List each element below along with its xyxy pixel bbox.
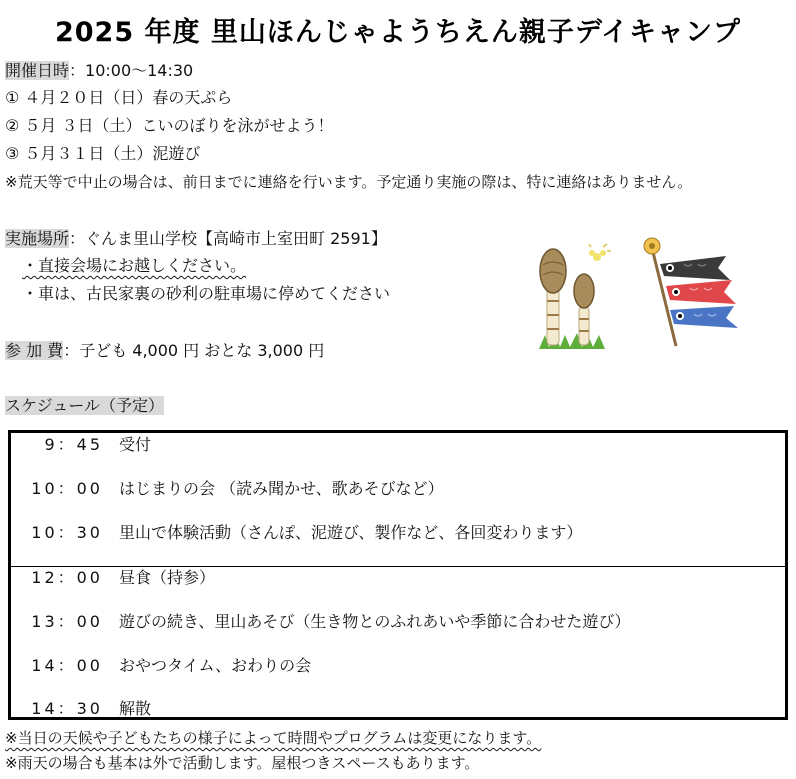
schedule-desc: 受付 (119, 435, 152, 454)
dates-value: ：10:00～14:30 (69, 61, 194, 80)
venue-bullet-parking: ・車は、古民家裏の砂利の駐車場に停めてください (22, 284, 391, 303)
schedule-heading-text: スケジュール（予定） (5, 396, 165, 415)
venue-bullet-direct (22, 255, 246, 277)
change-note-text: ※当日の天候や子どもたちの様子によって時間やプログラムは変更になります。 (5, 729, 542, 747)
schedule-time: 13：00 (31, 612, 103, 631)
schedule-desc: 遊びの続き、里山あそび（生き物とのふれあいや季節に合わせた遊び） (119, 612, 631, 631)
schedule-time: 14：00 (31, 656, 103, 675)
schedule-table (8, 430, 788, 720)
schedule-time: 14：30 (31, 699, 103, 718)
schedule-time: 9：45 (44, 435, 103, 454)
schedule-time: 10：00 (31, 479, 103, 498)
page-title: 2025 年度 里山ほんじゃようちえん親子デイキャンプ (54, 17, 742, 48)
dates-label: 開催日時 (5, 61, 70, 80)
schedule-time: 10：30 (31, 523, 103, 542)
fee-value: ：子ども 4,000 円 おとな 3,000 円 (63, 341, 325, 360)
rain-note: ※雨天の場合も基本は外で活動します。屋根つきスペースもあります。 (5, 754, 480, 772)
dates-line (5, 60, 193, 82)
venue-bullet-direct-text: ・直接会場にお越しください。 (22, 256, 247, 275)
schedule-time: 12：00 (31, 568, 103, 587)
schedule-desc: 里山で体験活動（さんぽ、泥遊び、製作など、各回変わります） (119, 523, 583, 542)
koinobori-illustration (640, 236, 740, 348)
change-note (5, 727, 541, 749)
schedule-heading (5, 395, 164, 417)
fee-line (5, 340, 324, 362)
schedule-desc: 解散 (119, 699, 152, 718)
date-item-3: ③ ５月３１日（土）泥遊び (5, 144, 201, 163)
venue-line (5, 228, 387, 250)
date-item-2: ② ５月 ３日（土）こいのぼりを泳がせよう！ (5, 116, 334, 135)
cancellation-note: ※荒天等で中止の場合は、前日までに連絡を行います。予定通り実施の際は、特に連絡はありません。 (5, 173, 693, 191)
schedule-desc: 昼食（持参） (119, 568, 216, 587)
venue-value: ：ぐんま里山学校【高崎市上室田町 2591】 (69, 229, 387, 248)
schedule-desc: おやつタイム、おわりの会 (119, 656, 312, 675)
tsukushi-illustration (535, 243, 615, 351)
date-item-1: ① ４月２０日（日）春の天ぷら (5, 88, 233, 107)
venue-label: 実施場所 (5, 229, 70, 248)
schedule-desc: はじまりの会 （読み聞かせ、歌あそびなど） (119, 479, 444, 498)
fee-label: 参 加 費 (5, 341, 64, 360)
